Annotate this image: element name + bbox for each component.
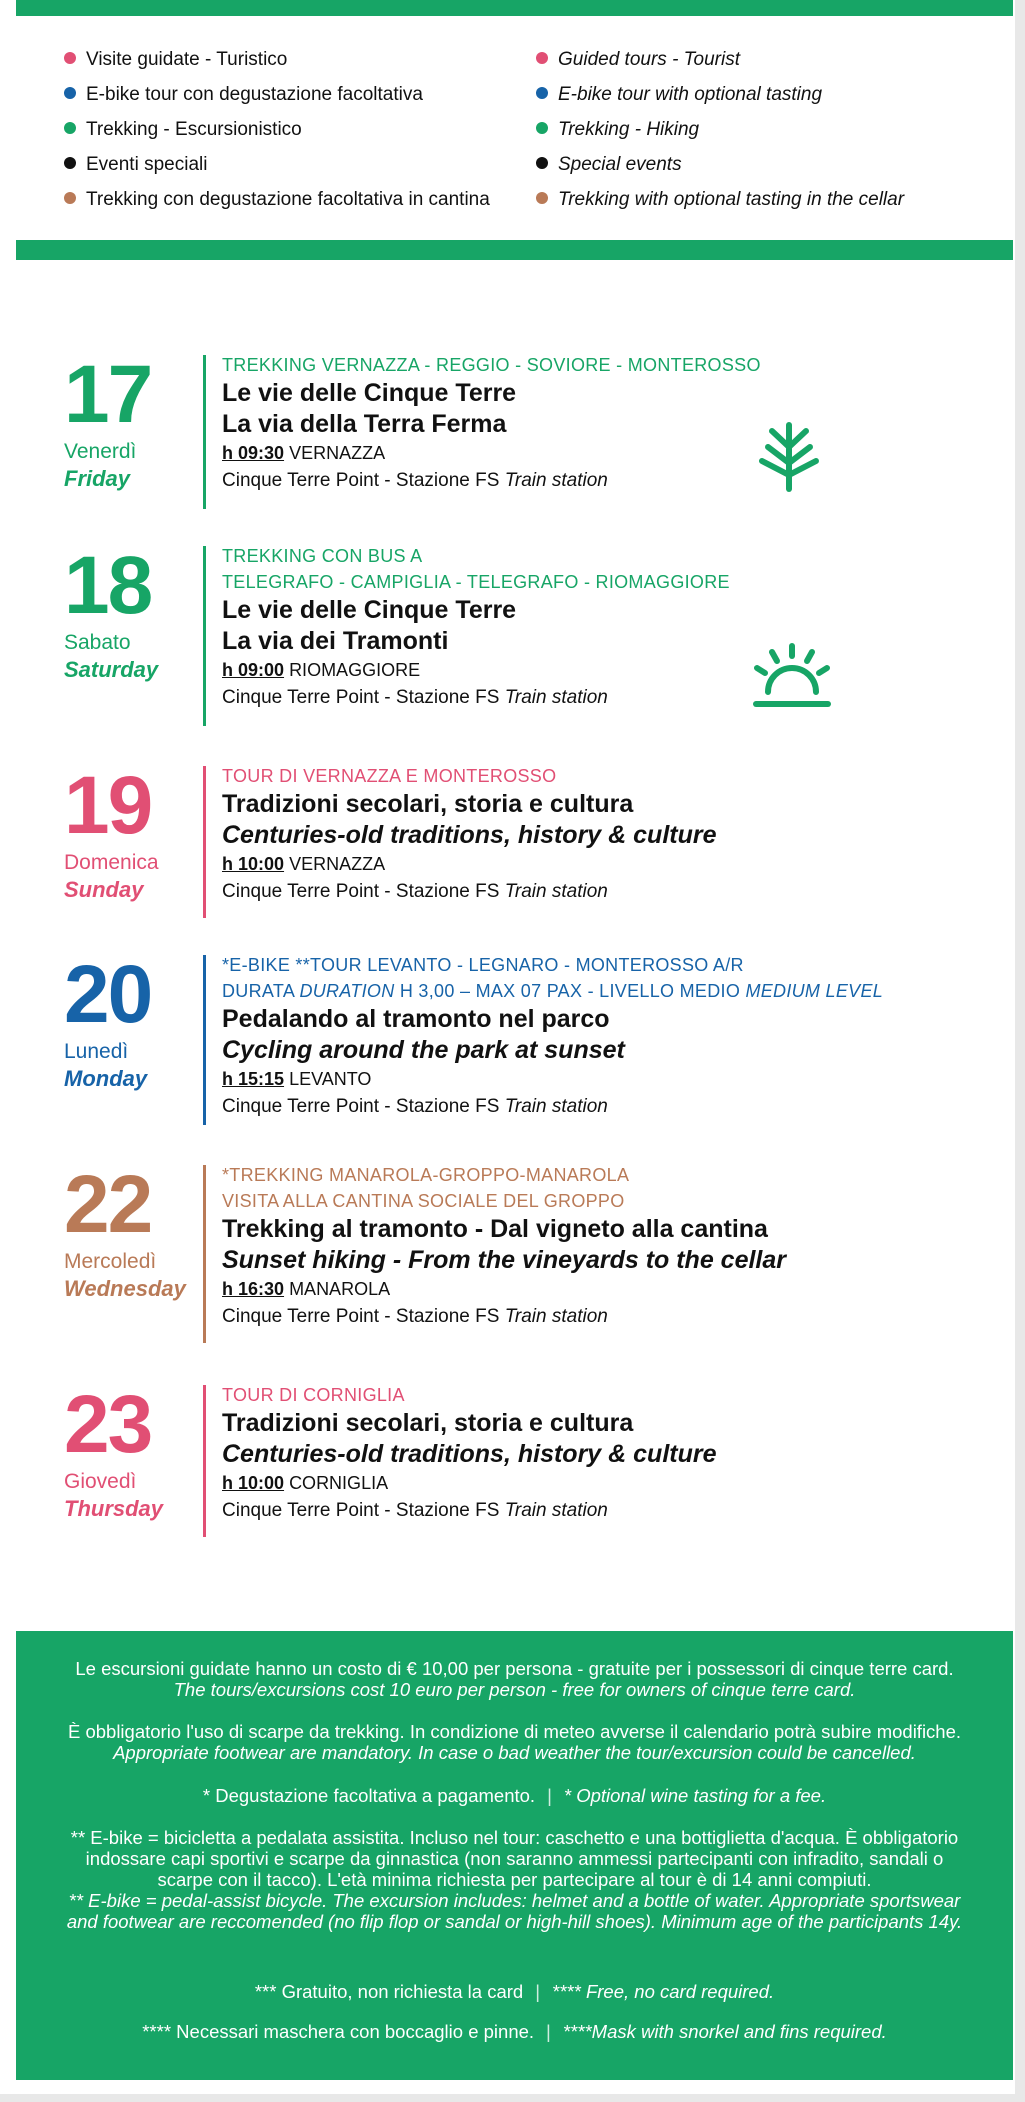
event-day-number: 20 <box>64 949 152 1040</box>
event-time: h 10:00 VERNAZZA <box>222 854 386 874</box>
green-dot-icon <box>64 122 76 134</box>
event-item <box>64 1159 984 1343</box>
event-weekday-en: Saturday <box>64 657 159 682</box>
event-meeting-point: Cinque Terre Point - Stazione FS Train station <box>222 1500 608 1521</box>
event-time: h 09:00 RIOMAGGIORE <box>222 660 421 680</box>
event-date <box>64 949 194 1093</box>
event-title: Le vie delle Cinque Terre <box>222 596 517 624</box>
pink-dot-icon <box>536 52 548 64</box>
event-item <box>64 540 984 726</box>
event-day-number: 22 <box>64 1159 152 1250</box>
event-item <box>64 349 984 509</box>
event-category: TOUR DI CORNIGLIA <box>222 1385 405 1405</box>
green-dot-icon <box>536 122 548 134</box>
legend-item-en: Trekking with optional tasting in the cellar <box>536 182 904 217</box>
event-details <box>222 763 1022 907</box>
event-subtitle: La via dei Tramonti <box>222 627 449 655</box>
event-date <box>64 1159 194 1303</box>
tasting-note: * Degustazione facoltativa a pagamento. | * Optional wine tasting for a fee. <box>202 1785 827 1806</box>
event-divider <box>203 546 206 726</box>
event-item <box>64 760 984 918</box>
event-weekday-it: Giovedì <box>64 1470 137 1493</box>
event-item <box>64 949 984 1125</box>
event-time: h 16:30 MANAROLA <box>222 1279 391 1299</box>
event-weekday-en: Friday <box>64 466 131 491</box>
event-title: Le vie delle Cinque Terre <box>222 379 517 407</box>
event-weekday-it: Domenica <box>64 851 159 874</box>
cost-note: Le escursioni guidate hanno un costo di € 10,00 per persona - gratuite per i possessori di cinque terre card. The tours/excursions cost 10 euro per person - free for owners of cinque terre card. <box>75 1658 954 1700</box>
event-category: TELEGRAFO - CAMPIGLIA - TELEGRAFO - RIOMAGGIORE <box>222 572 730 592</box>
tree-icon <box>754 417 824 493</box>
event-subtitle: Sunset hiking - From the vineyards to the cellar <box>222 1246 787 1274</box>
event-title: Pedalando al tramonto nel parco <box>222 1005 610 1033</box>
event-divider <box>203 955 206 1125</box>
event-meeting-point: Cinque Terre Point - Stazione FS Train station <box>222 1306 608 1327</box>
event-title: Tradizioni secolari, storia e cultura <box>222 1409 634 1437</box>
event-subtitle: Centuries-old traditions, history & culture <box>222 821 717 849</box>
event-day-number: 17 <box>64 349 152 440</box>
event-meeting-point: Cinque Terre Point - Stazione FS Train station <box>222 687 608 708</box>
black-dot-icon <box>64 157 76 169</box>
footwear-note: È obbligatorio l'uso di scarpe da trekking. In condizione di meteo avverse il calendario potrà subire modifiche. Appropriate footwear are mandatory. In case o bad weather the tour/excursion could be cancelled. <box>67 1721 962 1763</box>
event-date <box>64 349 194 493</box>
event-details <box>222 952 1022 1122</box>
event-divider <box>203 1385 206 1537</box>
event-day-number: 19 <box>64 760 152 851</box>
info-footer <box>16 1631 1013 2080</box>
event-duration: DURATA DURATION H 3,00 – MAX 07 PAX - LIVELLO MEDIO MEDIUM LEVEL <box>222 981 884 1001</box>
event-weekday-en: Sunday <box>64 877 144 902</box>
event-weekday-it: Lunedì <box>64 1040 129 1063</box>
event-category: TREKKING CON BUS A <box>222 546 423 566</box>
event-subtitle: Cycling around the park at sunset <box>222 1036 625 1064</box>
event-divider <box>203 1165 206 1343</box>
legend-item-en: Trekking - Hiking <box>536 112 699 147</box>
black-dot-icon <box>536 157 548 169</box>
pink-dot-icon <box>64 52 76 64</box>
middle-green-bar <box>16 240 1013 260</box>
brown-dot-icon <box>64 192 76 204</box>
event-meeting-point: Cinque Terre Point - Stazione FS Train station <box>222 1096 608 1117</box>
legend-item-it: Trekking - Escursionistico <box>64 112 302 147</box>
event-details <box>222 1162 1022 1332</box>
legend-item-it: Eventi speciali <box>64 147 207 182</box>
event-time: h 15:15 LEVANTO <box>222 1069 372 1089</box>
event-details <box>222 543 1022 713</box>
event-category: VISITA ALLA CANTINA SOCIALE DEL GROPPO <box>222 1191 625 1211</box>
event-subtitle: La via della Terra Ferma <box>222 410 507 438</box>
legend-item-it: Trekking con degustazione facoltativa in cantina <box>64 182 490 217</box>
sunset-icon <box>750 642 834 710</box>
event-time: h 09:30 VERNAZZA <box>222 443 386 463</box>
event-day-number: 23 <box>64 1379 152 1470</box>
event-category: *TREKKING MANAROLA-GROPPO-MANAROLA <box>222 1165 630 1185</box>
event-subtitle: Centuries-old traditions, history & culture <box>222 1440 717 1468</box>
blue-dot-icon <box>536 87 548 99</box>
event-day-number: 18 <box>64 540 152 631</box>
brown-dot-icon <box>536 192 548 204</box>
event-details <box>222 352 1022 496</box>
event-weekday-it: Venerdì <box>64 440 137 463</box>
event-details <box>222 1382 1022 1526</box>
free-note: *** Gratuito, non richiesta la card | **** Free, no card required. <box>254 1981 775 2002</box>
event-divider <box>203 766 206 918</box>
event-weekday-en: Monday <box>64 1066 148 1091</box>
snorkel-note: **** Necessari maschera con boccaglio e pinne. | ****Mask with snorkel and fins required. <box>142 2021 887 2042</box>
event-weekday-it: Sabato <box>64 631 131 654</box>
event-title: Tradizioni secolari, storia e cultura <box>222 790 634 818</box>
event-divider <box>203 355 206 509</box>
event-category: TOUR DI VERNAZZA E MONTEROSSO <box>222 766 557 786</box>
event-category: *E-BIKE **TOUR LEVANTO - LEGNARO - MONTEROSSO A/R <box>222 955 744 975</box>
event-weekday-en: Wednesday <box>64 1276 186 1301</box>
event-meeting-point: Cinque Terre Point - Stazione FS Train station <box>222 881 608 902</box>
legend-item-en: Special events <box>536 147 682 182</box>
event-meeting-point: Cinque Terre Point - Stazione FS Train station <box>222 470 608 491</box>
legend-item-en: Guided tours - Tourist <box>536 42 740 77</box>
event-time: h 10:00 CORNIGLIA <box>222 1473 389 1493</box>
ebike-note: ** E-bike = bicicletta a pedalata assistita. Incluso nel tour: caschetto e una bottiglietta d'acqua. È obbligatorio indossare capi sportivi e scarpe da ginnastica (non saranno ammessi partecipanti con infradito, sandali o scarpe con il tacco). L'età minima richiesta per partecipare al tour è di 14 anni compiuti. ** E-bike = pedal-assist bicycle. The excursion includes: helmet and a bottle of water. Appropriate sportswear and footwear are reccomended (no flip flop or sandal or high-hill shoes). Minimum age of the participants 14y. <box>66 1827 963 1932</box>
event-date <box>64 540 194 684</box>
event-date <box>64 760 194 904</box>
event-date <box>64 1379 194 1523</box>
event-weekday-it: Mercoledì <box>64 1250 157 1273</box>
legend-item-en: E-bike tour with optional tasting <box>536 77 822 112</box>
event-category: TREKKING VERNAZZA - REGGIO - SOVIORE - MONTEROSSO <box>222 355 761 375</box>
top-green-bar <box>16 0 1013 16</box>
event-title: Trekking al tramonto - Dal vigneto alla cantina <box>222 1215 768 1243</box>
blue-dot-icon <box>64 87 76 99</box>
event-item <box>64 1379 984 1537</box>
legend-item-it: E-bike tour con degustazione facoltativa <box>64 77 423 112</box>
event-weekday-en: Thursday <box>64 1496 164 1521</box>
legend-item-it: Visite guidate - Turistico <box>64 42 287 77</box>
